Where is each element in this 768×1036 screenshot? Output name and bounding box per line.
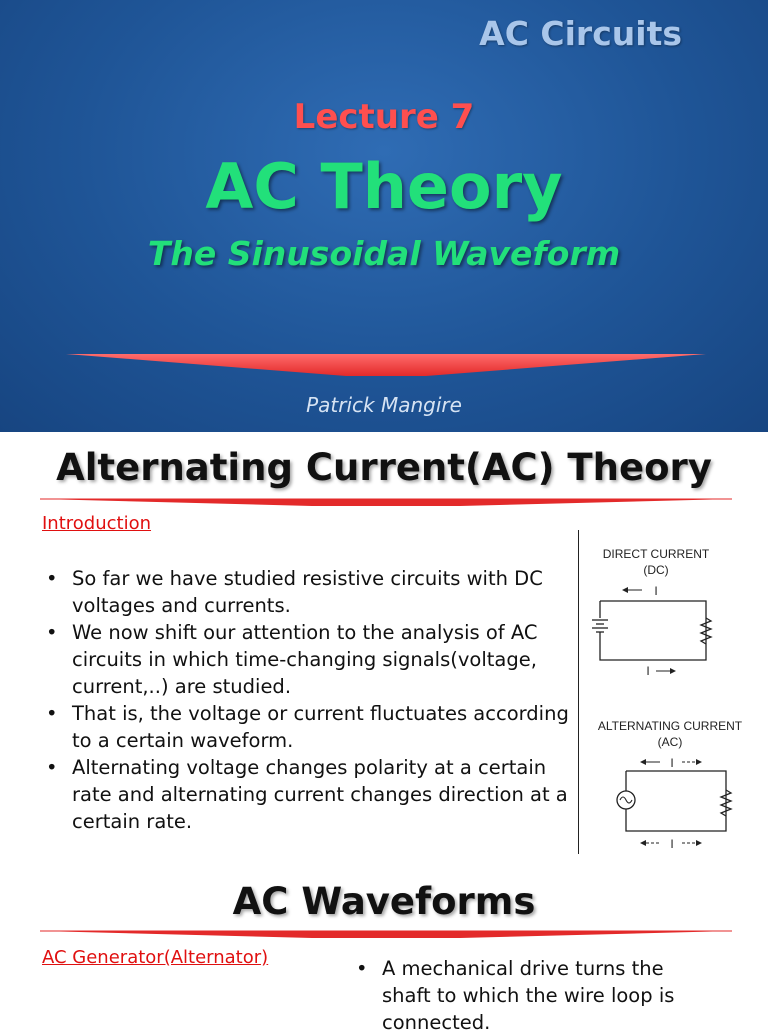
- dc-title-line1: DIRECT CURRENT: [602, 547, 710, 561]
- red-divider-bar: [66, 350, 706, 378]
- title-underline: [40, 926, 732, 940]
- list-item: • A mechanical drive turns the shaft to which the wire loop is connected.: [354, 955, 694, 1036]
- ac-current-label-bottom: I: [670, 837, 674, 851]
- ac-title-line2: (AC): [657, 735, 683, 749]
- lecture-number: Lecture 7: [293, 97, 475, 137]
- slide-title-ac-waveforms: AC Waveforms: [232, 880, 536, 923]
- list-item: • We now shift our attention to the analysis of AC circuits in which time-changing signals(voltage, current,..) are studied.: [44, 619, 574, 700]
- dc-current-label-top: I: [654, 584, 658, 598]
- list-item: • Alternating voltage changes polarity at a certain rate and alternating current changes direction at a certain rate.: [44, 754, 574, 835]
- subtitle: The Sinusoidal Waveform: [147, 234, 621, 273]
- intro-bullet-list: [44, 565, 574, 835]
- list-item: • So far we have studied resistive circuits with DC voltages and currents.: [44, 565, 574, 619]
- section-introduction-link[interactable]: Introduction: [42, 513, 152, 534]
- main-title: AC Theory: [205, 150, 563, 223]
- dc-title-line2: (DC): [643, 563, 669, 577]
- title-underline: [40, 494, 732, 508]
- list-item: • That is, the voltage or current fluctuates according to a certain waveform.: [44, 700, 574, 754]
- dc-current-label-bottom: I: [646, 664, 650, 678]
- author-name: Patrick Mangire: [306, 393, 462, 417]
- ac-current-label-top: I: [670, 756, 674, 770]
- ac-circuit-diagram: [584, 716, 760, 856]
- title-slide: [0, 0, 768, 432]
- slide-title-ac-theory: Alternating Current(AC) Theory: [56, 446, 712, 489]
- vertical-divider: [578, 530, 579, 854]
- dc-circuit-diagram: [584, 544, 760, 684]
- course-title: AC Circuits: [479, 14, 682, 53]
- section-ac-generator-link[interactable]: AC Generator(Alternator): [42, 947, 269, 968]
- ac-title-line1: ALTERNATING CURRENT: [597, 719, 743, 733]
